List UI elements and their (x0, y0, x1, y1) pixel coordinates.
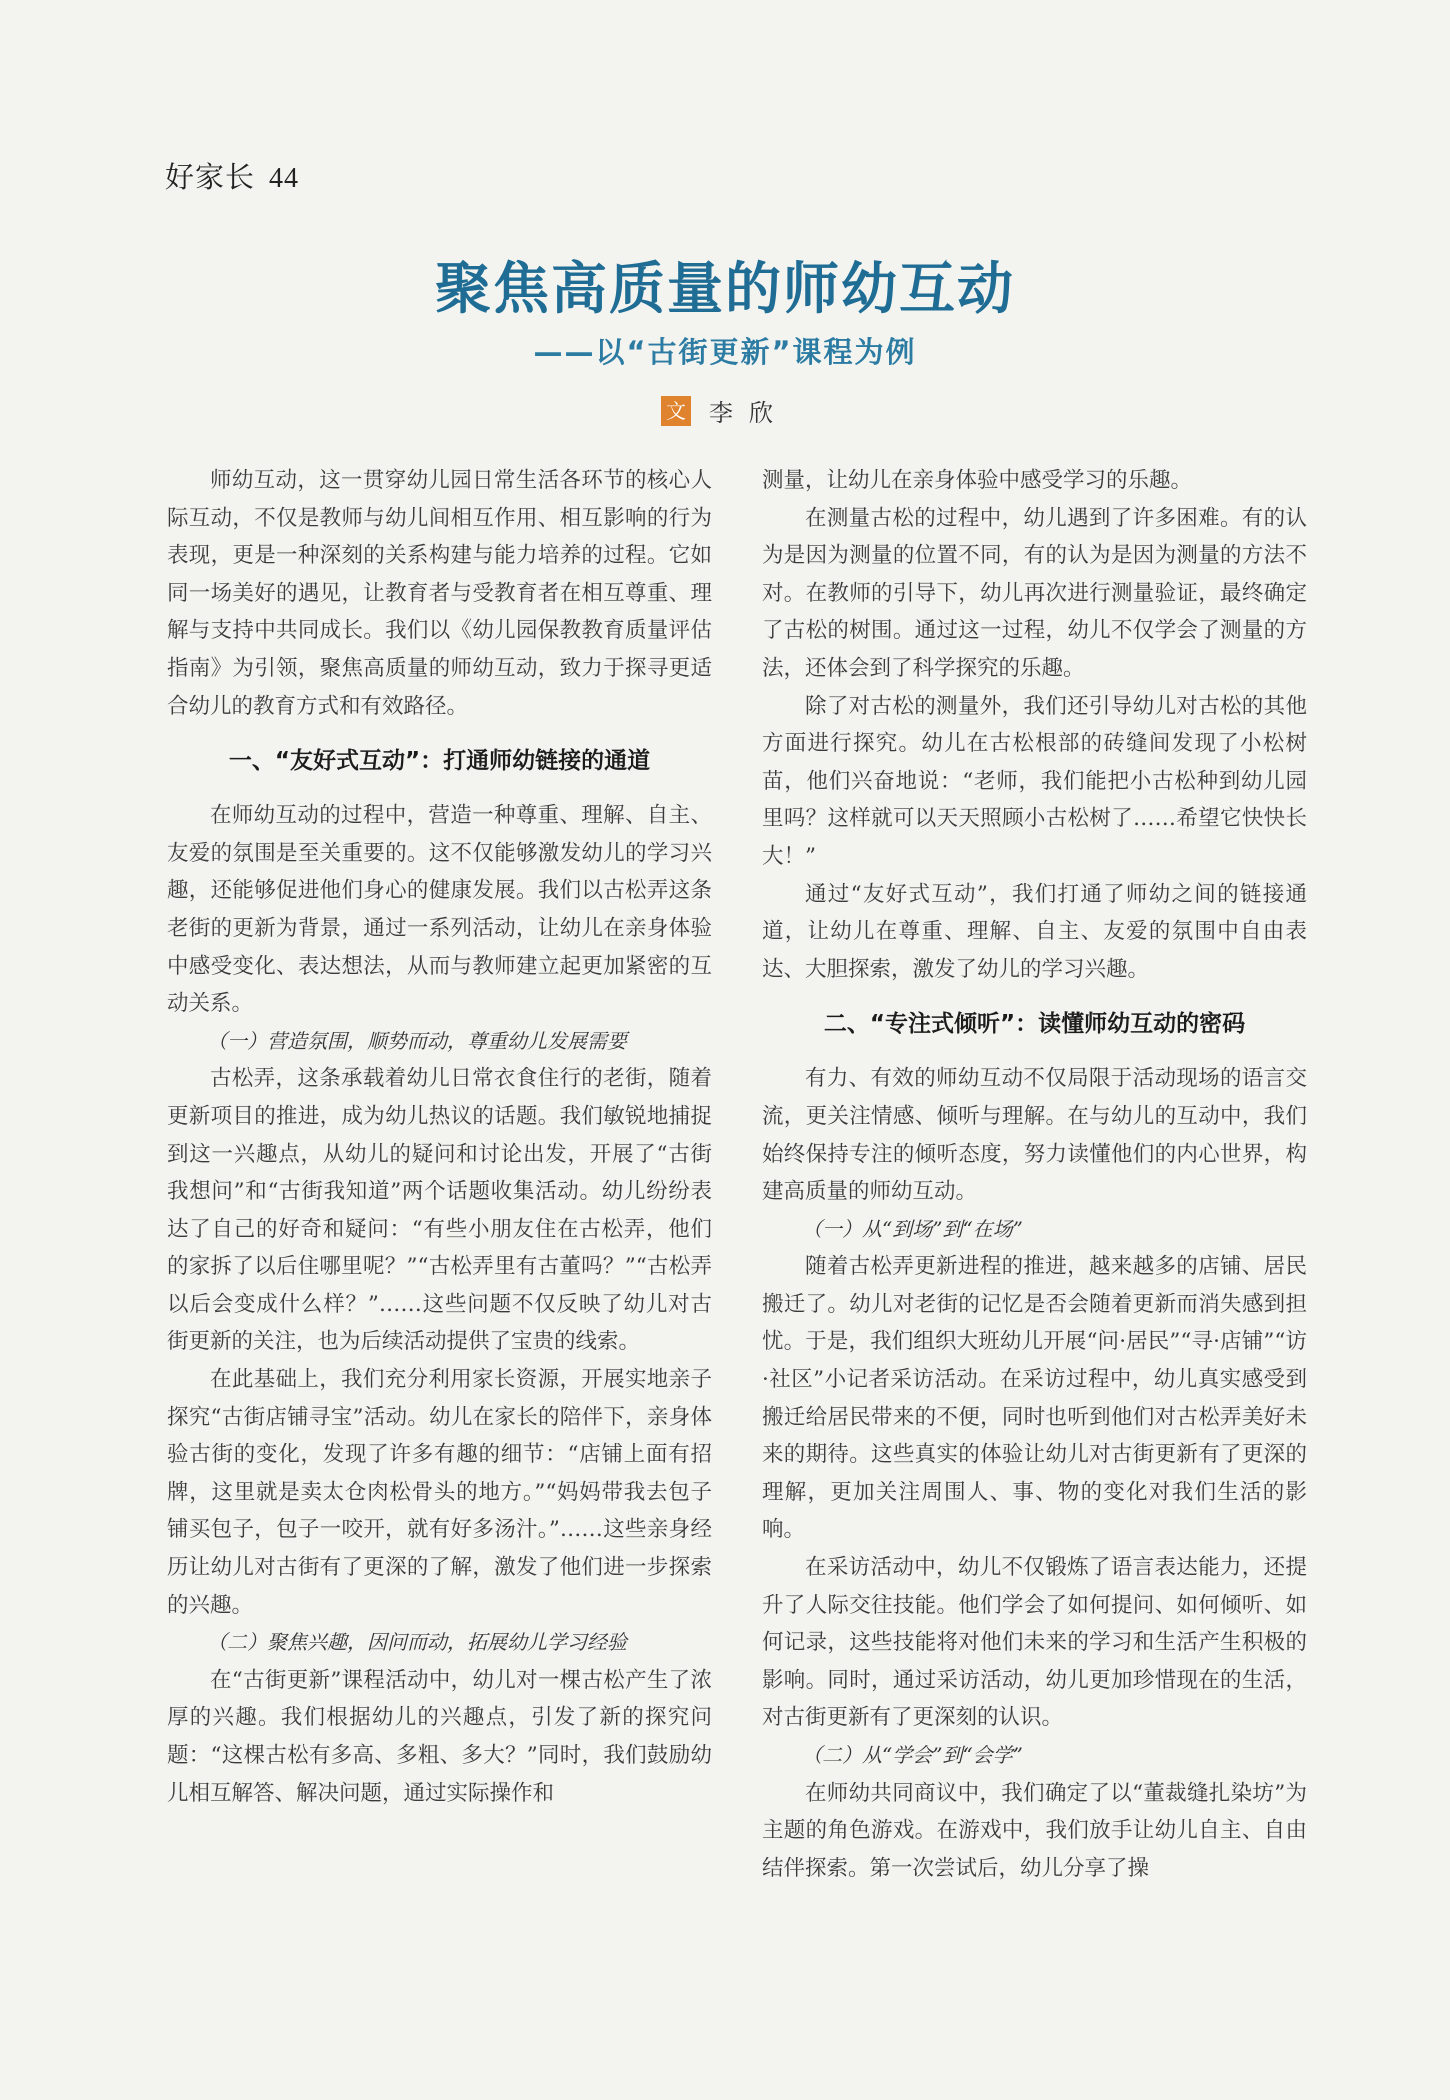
right-column (762, 462, 1307, 1887)
journal-name: 好家长 (165, 160, 256, 194)
article-subtitle: ——以“古街更新”课程为例 (533, 335, 917, 369)
paragraph: 在采访活动中，幼儿不仅锻炼了语言表达能力，还提升了人际交往技能。他们学会了如何提问、如何倾听、如何记录，这些技能将对他们未来的学习和生活产生积极的影响。同时，通过采访活动，幼儿更加珍惜现在的生活，对古街更新有了更深刻的认识。 (762, 1555, 1307, 1731)
page-number: 44 (269, 163, 300, 194)
paragraph: 在测量古松的过程中，幼儿遇到了许多困难。有的认为是因为测量的位置不同，有的认为是因为测量的方法不对。在教师的引导下，幼儿再次进行测量验证，最终确定了古松的树围。通过这一过程，幼儿不仅学会了测量的方法，还体会到了科学探究的乐趣。 (762, 505, 1307, 681)
byline (0, 393, 1450, 428)
paragraph: 通过“友好式互动”，我们打通了师幼之间的链接通道，让幼儿在尊重、理解、自主、友爱的氛围中自由表达、大胆探索，激发了幼儿的学习兴趣。 (762, 881, 1307, 982)
author-tag: 文 (661, 396, 691, 426)
subsection-heading: （二）聚焦兴趣，因问而动，拓展幼儿学习经验 (207, 1630, 627, 1655)
paragraph: 除了对古松的测量外，我们还引导幼儿对古松的其他方面进行探究。幼儿在古松根部的砖缝间发现了小松树苗，他们兴奋地说：“老师，我们能把小古松种到幼儿园里吗？这样就可以天天照顾小古松树了……希望它快快长大！” (762, 693, 1307, 869)
section-heading: 二、“专注式倾听”：读懂师幼互动的密码 (823, 1011, 1246, 1038)
left-column (167, 462, 712, 1812)
paragraph: 古松弄，这条承载着幼儿日常衣食住行的老街，随着更新项目的推进，成为幼儿热议的话题。我们敏锐地捕捉到这一兴趣点，从幼儿的疑问和讨论出发，开展了“古街我想问”和“古街我知道”两个话题收集活动。幼儿纷纷表达了自己的好奇和疑问：“有些小朋友住在古松弄，他们的家拆了以后住哪里呢？”“古松弄里有古董吗？”“古松弄以后会变成什么样？”……这些问题不仅反映了幼儿对古街更新的关注，也为后续活动提供了宝贵的线索。 (167, 1066, 712, 1355)
section-heading: 一、“友好式互动”：打通师幼链接的通道 (228, 748, 651, 775)
paragraph: 在“古街更新”课程活动中，幼儿对一棵古松产生了浓厚的兴趣。我们根据幼儿的兴趣点，引发了新的探究问题：“这棵古松有多高、多粗、多大？”同时，我们鼓励幼儿相互解答、解决问题，通过实际操作和 (167, 1667, 712, 1806)
paragraph: 在此基础上，我们充分利用家长资源，开展实地亲子探究“古街店铺寻宝”活动。幼儿在家长的陪伴下，亲身体验古街的变化，发现了许多有趣的细节：“店铺上面有招牌，这里就是卖太仓肉松骨头的地方。”“妈妈带我去包子铺买包子，包子一咬开，就有好多汤汁。”……这些亲身经历让幼儿对古街有了更深的了解，激发了他们进一步探索的兴趣。 (167, 1367, 712, 1618)
article-title: 聚焦高质量的师幼互动 (435, 257, 1015, 322)
subsection-heading: （一）从“到场”到“在场” (802, 1216, 1023, 1241)
subsection-heading: （一）营造氛围，顺势而动，尊重幼儿发展需要 (207, 1028, 627, 1053)
paragraph: 在师幼共同商议中，我们确定了以“董裁缝扎染坊”为主题的角色游戏。在游戏中，我们放手让幼儿自主、自由结伴探索。第一次尝试后，幼儿分享了操 (762, 1780, 1307, 1881)
paragraph: 有力、有效的师幼互动不仅局限于活动现场的语言交流，更关注情感、倾听与理解。在与幼儿的互动中，我们始终保持专注的倾听态度，努力读懂他们的内心世界，构建高质量的师幼互动。 (762, 1066, 1307, 1205)
paragraph: 在师幼互动的过程中，营造一种尊重、理解、自主、友爱的氛围是至关重要的。这不仅能够激发幼儿的学习兴趣，还能够促进他们身心的健康发展。我们以古松弄这条老街的更新为背景，通过一系列活动，让幼儿在亲身体验中感受变化、表达想法，从而与教师建立起更加紧密的互动关系。 (167, 803, 712, 1017)
paragraph: 随着古松弄更新进程的推进，越来越多的店铺、居民搬迁了。幼儿对老街的记忆是否会随着更新而消失感到担忧。于是，我们组织大班幼儿开展“问·居民”“寻·店铺”“访·社区”小记者采访活动。在采访过程中，幼儿真实感受到搬迁给居民带来的不便，同时也听到他们对古松弄美好未来的期待。这些真实的体验让幼儿对古街更新有了更深的理解，更加关注周围人、事、物的变化对我们生活的影响。 (762, 1254, 1307, 1543)
running-head (165, 155, 299, 196)
author-name: 李欣 (709, 399, 789, 427)
paragraph-continued: 测量，让幼儿在亲身体验中感受学习的乐趣。 (762, 468, 1193, 493)
paragraph: 师幼互动，这一贯穿幼儿园日常生活各环节的核心人际互动，不仅是教师与幼儿间相互作用、相互影响的行为表现，更是一种深刻的关系构建与能力培养的过程。它如同一场美好的遇见，让教育者与受教育者在相互尊重、理解与支持中共同成长。我们以《幼儿园保教教育质量评估指南》为引领，聚焦高质量的师幼互动，致力于探寻更适合幼儿的教育方式和有效路径。 (167, 468, 712, 719)
subsection-heading: （二）从“学会”到“会学” (802, 1743, 1023, 1767)
